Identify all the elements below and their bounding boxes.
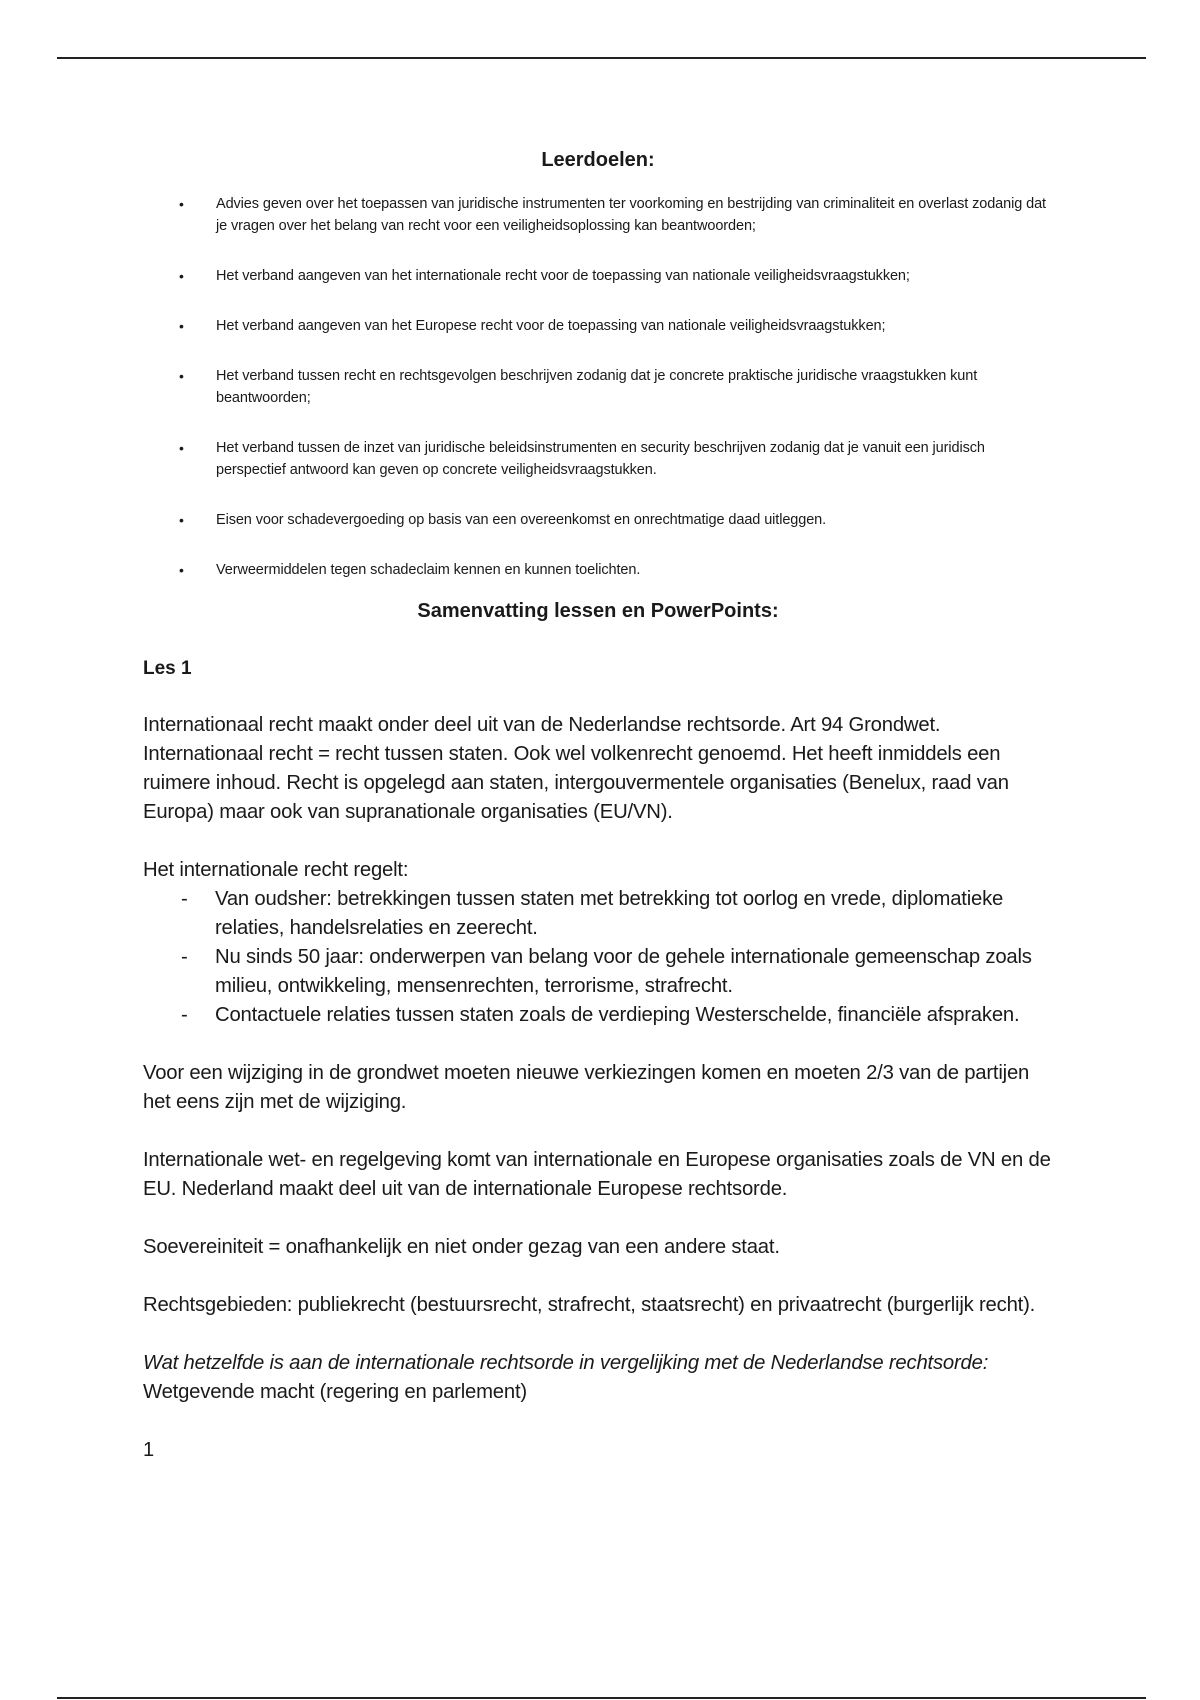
goals-heading: Leerdoelen: xyxy=(541,149,655,171)
goal-item: • Verweermiddelen tegen schadeclaim kennen en kunnen toelichten. xyxy=(143,559,1053,581)
goal-item: • Het verband tussen recht en rechtsgevolgen beschrijven zodanig dat je concrete praktische juridische vraagstukken kunt beantwoorden; xyxy=(143,365,1053,409)
document-page xyxy=(143,148,1053,1465)
lesson-heading: Les 1 xyxy=(143,658,192,679)
footer-rule xyxy=(57,1697,1146,1699)
paragraph-constitution-change: Voor een wijziging in de grondwet moeten nieuwe verkiezingen komen en moeten 2/3 van de partijen het eens zijn met de wijziging. xyxy=(143,1062,1030,1113)
goal-item: • Het verband tussen de inzet van juridische beleidsinstrumenten en security beschrijven zodanig dat je vanuit een juridisch perspectief antwoord kan geven op concrete veiligheidsvraagstukken. xyxy=(143,437,1053,481)
goal-item: • Het verband aangeven van het internationale recht voor de toepassing van nationale veiligheidsvraagstukken; xyxy=(143,265,1053,287)
paragraph-comparison-question: Wat hetzelfde is aan de internationale rechtsorde in vergelijking met de Nederlandse rechtsorde: xyxy=(143,1352,989,1374)
bullet-icon: • xyxy=(179,562,184,578)
paragraph-regulates-intro: Het internationale recht regelt: xyxy=(143,859,409,881)
bullet-icon: • xyxy=(179,318,184,334)
bullet-icon: • xyxy=(179,512,184,528)
paragraph-international-regulation: Internationale wet- en regelgeving komt van internationale en Europese organisaties zoals de VN en de EU. Nederland maakt deel uit van de internationale Europese rechtsorde. xyxy=(143,1149,1051,1200)
bullet-icon: • xyxy=(179,368,184,384)
regulates-list xyxy=(143,885,1053,1030)
goals-list xyxy=(143,193,1053,581)
paragraph-legislative-power: Wetgevende macht (regering en parlement) xyxy=(143,1381,527,1403)
bullet-icon: • xyxy=(179,196,184,212)
dash-icon: - xyxy=(181,1004,188,1026)
dash-item: - Contactuele relaties tussen staten zoals de verdieping Westerschelde, financiële afspraken. xyxy=(143,1001,1053,1030)
header-rule xyxy=(57,57,1146,59)
paragraph-international-law: Internationaal recht maakt onder deel uit van de Nederlandse rechtsorde. Art 94 Grondwet. Internationaal recht = recht tussen staten. Ook wel volkenrecht genoemd. Het heeft inmiddels een ruimere inhoud. Recht is opgelegd aan staten, intergouvermentele organisaties (Benelux, raad van Europa) maar ook van supranationale organisaties (EU/VN). xyxy=(143,714,1009,823)
dash-icon: - xyxy=(181,946,188,968)
goal-item: • Het verband aangeven van het Europese recht voor de toepassing van nationale veiligheidsvraagstukken; xyxy=(143,315,1053,337)
paragraph-legal-areas: Rechtsgebieden: publiekrecht (bestuursrecht, strafrecht, staatsrecht) en privaatrecht (burgerlijk recht). xyxy=(143,1294,1036,1316)
page-number: 1 xyxy=(143,1439,155,1461)
dash-item: - Van oudsher: betrekkingen tussen staten met betrekking tot oorlog en vrede, diplomatieke relaties, handelsrelaties en zeerecht. xyxy=(143,885,1053,943)
dash-icon: - xyxy=(181,888,188,910)
dash-item: - Nu sinds 50 jaar: onderwerpen van belang voor de gehele internationale gemeenschap zoals milieu, ontwikkeling, mensenrechten, terrorisme, strafrecht. xyxy=(143,943,1053,1001)
summary-heading: Samenvatting lessen en PowerPoints: xyxy=(417,600,779,622)
bullet-icon: • xyxy=(179,440,184,456)
paragraph-sovereignty: Soevereiniteit = onafhankelijk en niet onder gezag van een andere staat. xyxy=(143,1236,780,1258)
bullet-icon: • xyxy=(179,268,184,284)
goal-item: • Eisen voor schadevergoeding op basis van een overeenkomst en onrechtmatige daad uitleggen. xyxy=(143,509,1053,531)
goal-item: • Advies geven over het toepassen van juridische instrumenten ter voorkoming en bestrijding van criminaliteit en overlast zodanig dat je vragen over het belang van recht voor een veiligheidsoplossing kan beantwoorden; xyxy=(143,193,1053,237)
